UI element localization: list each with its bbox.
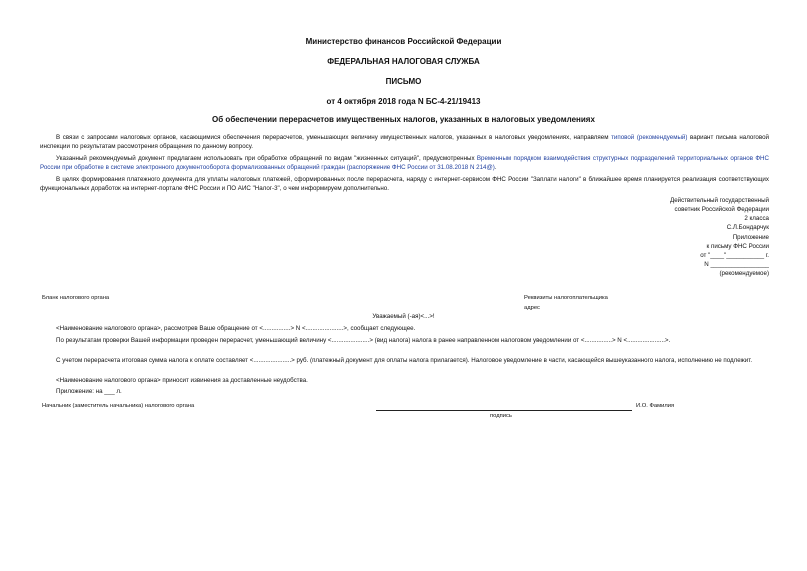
signature-rank-line-1: Действительный государственный xyxy=(670,197,769,204)
service-title: ФЕДЕРАЛЬНАЯ НАЛОГОВАЯ СЛУЖБА xyxy=(327,57,480,66)
document-type: ПИСЬМО xyxy=(385,77,422,86)
template-letter-link[interactable]: типовой (рекомендуемый) xyxy=(611,134,688,141)
document-date-number: от 4 октября 2018 года N БС-4-21/19413 xyxy=(326,97,481,106)
appendix-line-4: N _________________ xyxy=(704,261,769,268)
ministry-title: Министерство финансов Российской Федерации xyxy=(305,37,502,46)
appendix-line-2: к письму ФНС России xyxy=(706,243,769,250)
form-paragraph-5: Приложение: на ___ л. xyxy=(56,388,122,395)
body-paragraph-3: В целях формирования платежного документа для уплаты налоговых платежей, сформированных после перерасчета, наряду с интернет-сервисом ФНС России "Заплати налоги" в ближайшее время планируется реализация соответствующих функциональных доработок на интернет-портале ФНС России и ПО АИС "Налог-3", о чем информируем дополнительно. xyxy=(40,176,769,192)
chief-position-label: Начальник (заместитель начальника) налогового органа xyxy=(42,403,195,409)
signature-caption: подпись xyxy=(490,413,512,419)
letter-greeting: Уважаемый (-ая)<...>! xyxy=(372,313,435,320)
appendix-line-1: Приложение xyxy=(732,234,769,241)
form-paragraph-2: По результатам проверки Вашей информации проведен перерасчет, уменьшающий величину <......................> (вид налога) налога в ранее направленном налоговом уведомлении от <................> N <......................>. xyxy=(56,337,671,344)
signature-rank-line-2: советник Российской Федерации xyxy=(674,206,769,213)
tax-authority-blank-label: Бланк налогового органа xyxy=(42,295,110,301)
signatory-name: С.Л.Бондарчук xyxy=(726,224,769,231)
document-subject: Об обеспечении перерасчетов имущественных налогов, указанных в налоговых уведомлениях xyxy=(212,115,595,124)
body-paragraph-1 xyxy=(40,133,769,151)
signature-block xyxy=(670,196,769,232)
body-paragraph-2-text-a: Указанный рекомендуемый документ предлагаем использовать при обработке обращений по видам "жизненных ситуаций", предусмотренных xyxy=(56,155,477,162)
form-paragraph-3: С учетом перерасчета итоговая сумма налога к оплате составляет <......................> руб. (платежный документ для оплаты налога прилагается). Налоговое уведомление в части, касающейся вышеуказанного налога, исполнению не подлежит. xyxy=(56,357,753,364)
appendix-line-5: (рекомендуемое) xyxy=(719,270,769,277)
temporary-procedure-link[interactable]: Временным порядком взаимодействия структурных подразделений территориальных органов ФНС России при обработке в системе электронного документооборота формализованных обращений граждан (распоряжение ФНС России от 31.08.2018 N 214@) xyxy=(40,155,769,171)
signature-line xyxy=(376,410,632,411)
body-paragraph-2 xyxy=(40,154,769,172)
appendix-block xyxy=(700,233,769,278)
body-paragraph-1-text-a: В связи с запросами налоговых органов, касающимися обеспечения перерасчетов, уменьшающих величину имущественных налогов, указанных в налоговых уведомлениях, направляем xyxy=(56,134,612,141)
body-paragraph-2-text-b: . xyxy=(494,164,497,171)
form-paragraph-1: <Наименование налогового органа>, рассмотрев Ваше обращение от <................> N <......................>, сообщает следующее. xyxy=(56,325,416,332)
body-paragraph-1-text-b: вариант письма налоговой инспекции по результатам рассмотрения обращения по данному вопросу. xyxy=(40,134,769,150)
appendix-line-3: от "____"___________ г. xyxy=(700,252,769,259)
taxpayer-requisites-label: Реквизиты налогоплательщика xyxy=(524,295,608,301)
taxpayer-address-label: адрес xyxy=(524,305,540,311)
chief-fio-label: И.О. Фамилия xyxy=(636,403,675,409)
form-paragraph-4: <Наименование налогового органа> приносит извинения за доставленные неудобства. xyxy=(56,377,308,384)
signature-rank-line-3: 2 класса xyxy=(744,215,769,222)
